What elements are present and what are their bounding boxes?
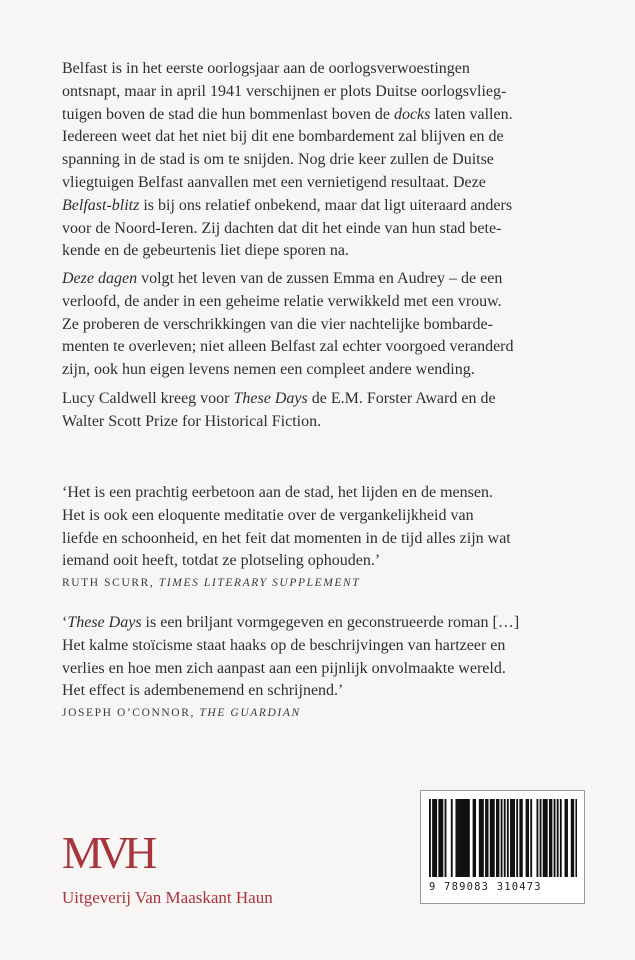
text-line [62,195,582,218]
text-run: Het kalme stoïcisme staat haaks op de beschrijvingen van hartzeer en [62,636,506,654]
text-run: spanning in de stad is om te snijden. Nog drie keer zullen de Duitse [62,151,494,169]
text-run: tuigen boven de stad die hun bommenlast boven de [62,105,394,123]
text-run: volgt het leven van de zussen Emma en Audrey – de een [137,270,503,287]
barcode-bar [566,799,568,877]
barcode-bar [527,799,529,877]
text-line [62,550,582,573]
text-run: Iedereen weet dat het niet bij dit ene bombardement zal blijven en de [62,128,504,146]
review-quote-1 [62,482,582,593]
text-line [62,359,582,382]
barcode-bar [572,799,574,877]
quote-attribution [62,573,582,593]
barcode-bar [504,799,506,877]
text-line [62,218,582,241]
text-line [62,612,582,635]
italic-text: THE GUARDIAN [199,707,301,720]
text-line [62,680,582,703]
text-run: menten te overleven; niet alleen Belfast zal echter voorgoed veranderd [62,338,514,356]
text-line [62,104,582,127]
barcode-bar [540,799,542,877]
text-line [62,658,582,681]
barcode-bar [530,799,532,877]
text-run: de E.M. Forster Award en de [307,390,496,407]
barcode-bar [516,799,518,877]
text-line [62,240,582,263]
barcode-bars [429,799,577,877]
isbn-barcode [420,790,585,904]
barcode-bar [560,799,562,877]
text-run: ‘ [62,614,68,631]
italic-text: Belfast-blitz [62,196,140,214]
barcode-bar [498,799,500,877]
synopsis-paragraph [62,268,582,382]
barcode-bar [575,799,577,877]
text-run: liefde en schoonheid, en het feit dat momenten in de tijd alles zijn wat [62,529,511,547]
text-run: Het effect is adembenemend en schrijnend.’ [62,682,344,700]
italic-text: These Days [67,614,142,631]
barcode-bar [546,799,548,877]
text-run: RUTH SCURR, [62,577,159,590]
text-line [62,528,582,551]
barcode-bar [557,799,559,877]
barcode-bar [536,799,538,877]
text-run: laten vallen. [430,105,513,123]
quote-attribution [62,703,582,723]
barcode-bar [451,799,453,877]
text-run: iemand ooit heeft, totdat ze plotseling ophouden.’ [62,552,381,570]
barcode-bar [482,799,484,877]
barcode-bar [513,799,515,877]
barcode-bar [474,799,476,877]
barcode-bar [551,799,553,877]
barcode-bar [429,799,431,877]
text-line [62,81,582,104]
text-run: voor de Noord-Ieren. Zij dachten dat dit het einde van hun stad bete- [62,219,502,237]
text-line [62,126,582,149]
text-run: ontsnapt, maar in april 1941 verschijnen er plots Duitse oorlogsvlieg- [62,82,507,100]
barcode-bar [493,799,495,877]
barcode-bar [468,799,470,877]
text-run: Belfast is in het eerste oorlogsjaar aan de oorlogsverwoestingen [62,60,470,77]
text-run: verloofd, de ander in een geheime relatie verwikkeld met een vrouw. [62,292,502,310]
award-paragraph [62,388,582,434]
text-line [62,482,582,505]
quote-text [62,482,582,573]
text-run: kende en de gebeurtenis liet diepe sporen na. [62,242,349,260]
text-line [62,149,582,172]
barcode-bar [487,799,489,877]
text-line [62,635,582,658]
barcode-bar [507,799,509,877]
text-run: Het is ook een eloquente meditatie over de vergankelijkheid van [62,506,474,524]
text-run: zijn, ook hun eigen levens nemen een compleet andere wending. [62,361,475,379]
barcode-bar [501,799,503,877]
text-run: is een briljant vormgegeven en geconstrueerde roman […] [141,614,520,631]
text-run: is bij ons relatief onbekend, maar dat ligt uiteraard anders [139,196,513,214]
text-run: Lucy Caldwell kreeg voor [62,390,234,407]
barcode-bar [445,799,447,877]
text-run: Walter Scott Prize for Historical Fiction. [62,412,322,430]
text-line [62,268,582,291]
italic-text: TIMES LITERARY SUPPLEMENT [158,577,361,590]
text-line [62,336,582,359]
text-line [62,388,582,411]
text-run: JOSEPH O’CONNOR, [62,707,200,720]
italic-text: These Days [233,390,308,407]
review-quote-2 [62,612,582,723]
italic-text: docks [393,105,431,123]
text-run: verlies en hoe men zich aanpast aan een pijnlijk onvolmaakte wereld. [62,659,506,677]
quote-text [62,612,582,703]
text-run: vliegtuigen Belfast aanvallen met een vernietigend resultaat. Deze [62,173,486,191]
isbn-digits: 9 789083 310473 [429,881,542,893]
publisher-name: Uitgeverij Van Maaskant Haun [62,888,273,907]
barcode-bar [554,799,556,877]
text-run: Ze proberen de verschrikkingen van die vier nachtelijke bombarde- [62,315,493,333]
text-line [62,58,582,81]
barcode-bar [435,799,437,877]
barcode-bar [441,799,443,877]
text-run: ‘Het is een prachtig eerbetoon aan de stad, het lijden en de mensen. [62,484,493,501]
text-line [62,505,582,528]
text-line [62,314,582,337]
text-line [62,291,582,314]
barcode-bar [521,799,523,877]
text-line [62,411,582,434]
intro-paragraph [62,58,582,263]
publisher-logo: MVH [62,827,152,878]
text-line [62,172,582,195]
italic-text: Deze dagen [62,270,138,287]
